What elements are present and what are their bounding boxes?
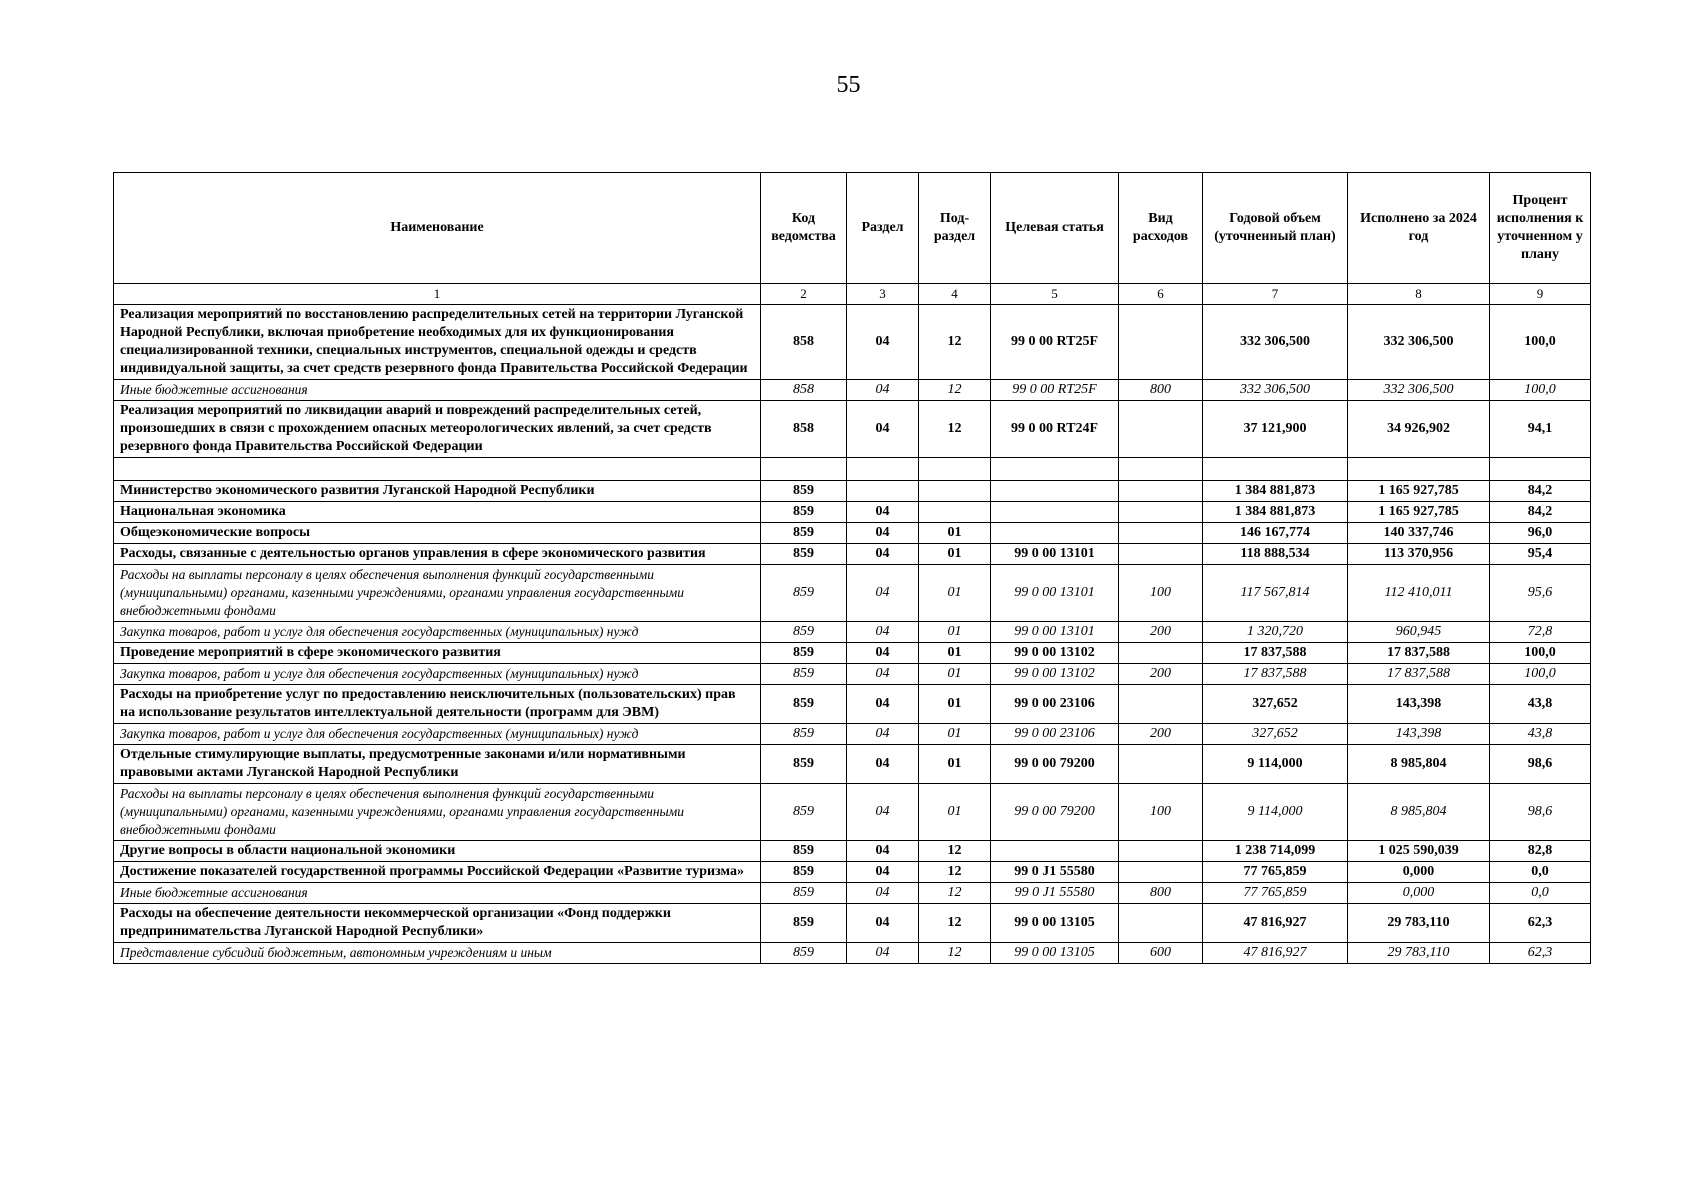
cell-target (991, 841, 1119, 862)
cell-plan: 37 121,900 (1203, 401, 1348, 458)
cell-percent: 84,2 (1490, 502, 1591, 523)
page-number: 55 (836, 72, 861, 98)
column-number: 8 (1348, 284, 1490, 305)
cell-subsection: 01 (919, 745, 991, 784)
cell-section: 04 (847, 622, 919, 643)
cell-subsection: 01 (919, 523, 991, 544)
cell-percent: 0,0 (1490, 883, 1591, 904)
cell-type: 600 (1119, 943, 1203, 964)
column-number: 5 (991, 284, 1119, 305)
cell-percent: 100,0 (1490, 664, 1591, 685)
cell-name: Достижение показателей государственной программы Российской Федерации «Развитие туризма» (114, 862, 761, 883)
header-percent: Процент исполнения к уточненном у плану (1490, 173, 1591, 284)
cell-type (1119, 523, 1203, 544)
cell-plan: 332 306,500 (1203, 380, 1348, 401)
cell-executed (1348, 458, 1490, 481)
cell-executed: 332 306,500 (1348, 305, 1490, 380)
cell-name: Министерство экономического развития Луганской Народной Республики (114, 481, 761, 502)
cell-executed: 0,000 (1348, 862, 1490, 883)
cell-name: Расходы на выплаты персоналу в целях обеспечения выполнения функций государственными (муниципальными) органами, казенными учреждениями, органами управления государственными внебюджетными фондами (114, 565, 761, 622)
cell-section: 04 (847, 523, 919, 544)
cell-percent: 72,8 (1490, 622, 1591, 643)
cell-target: 99 0 00 79200 (991, 745, 1119, 784)
cell-executed: 1 165 927,785 (1348, 502, 1490, 523)
cell-percent: 100,0 (1490, 305, 1591, 380)
cell-name: Расходы на приобретение услуг по предоставлению неисключительных (пользовательских) прав на использование результатов интеллектуальной деятельности (программ для ЭВМ) (114, 685, 761, 724)
cell-executed: 1 025 590,039 (1348, 841, 1490, 862)
header-code: Код ведомства (761, 173, 847, 284)
cell-type (1119, 401, 1203, 458)
cell-subsection: 12 (919, 904, 991, 943)
cell-target: 99 0 00 RT24F (991, 401, 1119, 458)
header-name: Наименование (114, 173, 761, 284)
cell-executed: 143,398 (1348, 724, 1490, 745)
cell-section (847, 458, 919, 481)
cell-plan: 146 167,774 (1203, 523, 1348, 544)
cell-type (1119, 745, 1203, 784)
cell-plan: 327,652 (1203, 685, 1348, 724)
cell-name: Национальная экономика (114, 502, 761, 523)
cell-target: 99 0 00 13101 (991, 544, 1119, 565)
column-number: 4 (919, 284, 991, 305)
table-row (114, 305, 1591, 380)
table-row (114, 523, 1591, 544)
cell-plan (1203, 458, 1348, 481)
cell-name: Закупка товаров, работ и услуг для обеспечения государственных (муниципальных) нужд (114, 622, 761, 643)
cell-name: Иные бюджетные ассигнования (114, 380, 761, 401)
cell-plan: 327,652 (1203, 724, 1348, 745)
cell-executed: 332 306,500 (1348, 380, 1490, 401)
cell-target: 99 0 00 13102 (991, 643, 1119, 664)
cell-name (114, 458, 761, 481)
cell-section: 04 (847, 685, 919, 724)
table-row (114, 481, 1591, 502)
column-number: 2 (761, 284, 847, 305)
cell-subsection: 12 (919, 305, 991, 380)
table-row (114, 904, 1591, 943)
table-row (114, 862, 1591, 883)
cell-section: 04 (847, 643, 919, 664)
cell-subsection: 01 (919, 784, 991, 841)
table-row (114, 401, 1591, 458)
cell-plan: 118 888,534 (1203, 544, 1348, 565)
cell-section (847, 481, 919, 502)
cell-code: 859 (761, 841, 847, 862)
table-row (114, 458, 1591, 481)
cell-type: 100 (1119, 784, 1203, 841)
cell-type (1119, 643, 1203, 664)
table-row (114, 685, 1591, 724)
cell-code: 859 (761, 523, 847, 544)
table-row (114, 380, 1591, 401)
cell-type: 800 (1119, 380, 1203, 401)
cell-type (1119, 862, 1203, 883)
cell-code (761, 458, 847, 481)
table-row (114, 565, 1591, 622)
cell-section: 04 (847, 784, 919, 841)
header-executed: Исполнено за 2024 год (1348, 173, 1490, 284)
cell-percent: 43,8 (1490, 685, 1591, 724)
cell-executed: 34 926,902 (1348, 401, 1490, 458)
cell-percent: 98,6 (1490, 784, 1591, 841)
cell-percent: 100,0 (1490, 643, 1591, 664)
cell-section: 04 (847, 745, 919, 784)
cell-type (1119, 305, 1203, 380)
cell-target (991, 458, 1119, 481)
header-target: Целевая статья (991, 173, 1119, 284)
cell-percent (1490, 458, 1591, 481)
cell-target: 99 0 00 13101 (991, 622, 1119, 643)
cell-executed: 960,945 (1348, 622, 1490, 643)
cell-code: 859 (761, 784, 847, 841)
cell-name: Расходы на выплаты персоналу в целях обеспечения выполнения функций государственными (муниципальными) органами, казенными учреждениями, органами управления государственными внебюджетными фондами (114, 784, 761, 841)
header-type: Вид расходов (1119, 173, 1203, 284)
cell-code: 859 (761, 544, 847, 565)
cell-percent: 0,0 (1490, 862, 1591, 883)
cell-section: 04 (847, 943, 919, 964)
cell-plan: 9 114,000 (1203, 784, 1348, 841)
column-number: 7 (1203, 284, 1348, 305)
cell-name: Другие вопросы в области национальной экономики (114, 841, 761, 862)
cell-type (1119, 458, 1203, 481)
cell-name: Реализация мероприятий по ликвидации аварий и повреждений распределительных сетей, произошедших в связи с прохождением опасных метеорологических явлений, за счет средств резервного фонда Правительства Российской Федерации (114, 401, 761, 458)
table-row (114, 883, 1591, 904)
cell-subsection: 01 (919, 643, 991, 664)
cell-section: 04 (847, 544, 919, 565)
cell-section: 04 (847, 862, 919, 883)
cell-code: 859 (761, 943, 847, 964)
column-number: 6 (1119, 284, 1203, 305)
cell-type: 800 (1119, 883, 1203, 904)
cell-executed: 112 410,011 (1348, 565, 1490, 622)
cell-executed: 17 837,588 (1348, 664, 1490, 685)
cell-target (991, 502, 1119, 523)
table-row (114, 943, 1591, 964)
cell-target: 99 0 00 RT25F (991, 380, 1119, 401)
cell-code: 859 (761, 745, 847, 784)
header-plan: Годовой объем (уточненный план) (1203, 173, 1348, 284)
cell-target (991, 523, 1119, 544)
cell-type (1119, 685, 1203, 724)
cell-name: Общеэкономические вопросы (114, 523, 761, 544)
cell-executed: 8 985,804 (1348, 784, 1490, 841)
cell-plan: 17 837,588 (1203, 643, 1348, 664)
cell-percent: 62,3 (1490, 943, 1591, 964)
cell-code: 858 (761, 401, 847, 458)
cell-target (991, 481, 1119, 502)
cell-name: Проведение мероприятий в сфере экономического развития (114, 643, 761, 664)
cell-executed: 140 337,746 (1348, 523, 1490, 544)
column-numbers-row (114, 284, 1591, 305)
cell-type: 200 (1119, 622, 1203, 643)
cell-target: 99 0 00 23106 (991, 724, 1119, 745)
table-row (114, 664, 1591, 685)
cell-plan: 1 238 714,099 (1203, 841, 1348, 862)
cell-type (1119, 841, 1203, 862)
cell-code: 859 (761, 685, 847, 724)
table-row (114, 724, 1591, 745)
cell-subsection (919, 458, 991, 481)
cell-subsection: 01 (919, 685, 991, 724)
cell-percent: 43,8 (1490, 724, 1591, 745)
cell-plan: 17 837,588 (1203, 664, 1348, 685)
cell-subsection: 01 (919, 544, 991, 565)
cell-code: 859 (761, 724, 847, 745)
cell-name: Иные бюджетные ассигнования (114, 883, 761, 904)
cell-section: 04 (847, 904, 919, 943)
header-row (114, 173, 1591, 284)
cell-type (1119, 481, 1203, 502)
cell-subsection (919, 502, 991, 523)
cell-percent: 82,8 (1490, 841, 1591, 862)
cell-section: 04 (847, 565, 919, 622)
cell-target: 99 0 00 79200 (991, 784, 1119, 841)
cell-subsection: 12 (919, 943, 991, 964)
cell-name: Представление субсидий бюджетным, автономным учреждениям и иным (114, 943, 761, 964)
cell-name: Отдельные стимулирующие выплаты, предусмотренные законами и/или нормативными правовыми актами Луганской Народной Республики (114, 745, 761, 784)
cell-code: 859 (761, 643, 847, 664)
header-subsection: Под- раздел (919, 173, 991, 284)
cell-target: 99 0 00 23106 (991, 685, 1119, 724)
cell-type: 100 (1119, 565, 1203, 622)
cell-code: 859 (761, 565, 847, 622)
cell-name: Расходы на обеспечение деятельности некоммерческой организации «Фонд поддержки предпринимательства Луганской Народной Республики» (114, 904, 761, 943)
cell-section: 04 (847, 841, 919, 862)
cell-percent: 95,6 (1490, 565, 1591, 622)
cell-plan: 47 816,927 (1203, 904, 1348, 943)
cell-plan: 9 114,000 (1203, 745, 1348, 784)
cell-executed: 17 837,588 (1348, 643, 1490, 664)
cell-executed: 8 985,804 (1348, 745, 1490, 784)
cell-code: 859 (761, 862, 847, 883)
cell-code: 859 (761, 664, 847, 685)
column-number: 9 (1490, 284, 1591, 305)
cell-subsection: 12 (919, 380, 991, 401)
table-row (114, 643, 1591, 664)
table-row (114, 622, 1591, 643)
cell-target: 99 0 00 13105 (991, 943, 1119, 964)
cell-executed: 1 165 927,785 (1348, 481, 1490, 502)
table-row (114, 502, 1591, 523)
cell-code: 859 (761, 904, 847, 943)
cell-target: 99 0 J1 55580 (991, 883, 1119, 904)
cell-type: 200 (1119, 664, 1203, 685)
cell-percent: 98,6 (1490, 745, 1591, 784)
cell-target: 99 0 J1 55580 (991, 862, 1119, 883)
cell-executed: 29 783,110 (1348, 904, 1490, 943)
table-row (114, 544, 1591, 565)
cell-target: 99 0 00 13102 (991, 664, 1119, 685)
cell-section: 04 (847, 502, 919, 523)
cell-plan: 1 384 881,873 (1203, 502, 1348, 523)
cell-executed: 0,000 (1348, 883, 1490, 904)
budget-table (113, 172, 1591, 964)
cell-subsection (919, 481, 991, 502)
column-number: 1 (114, 284, 761, 305)
cell-executed: 113 370,956 (1348, 544, 1490, 565)
cell-target: 99 0 00 13105 (991, 904, 1119, 943)
cell-plan: 117 567,814 (1203, 565, 1348, 622)
cell-plan: 77 765,859 (1203, 883, 1348, 904)
cell-subsection: 12 (919, 401, 991, 458)
cell-percent: 100,0 (1490, 380, 1591, 401)
table-row (114, 745, 1591, 784)
cell-percent: 84,2 (1490, 481, 1591, 502)
cell-code: 859 (761, 502, 847, 523)
cell-subsection: 12 (919, 862, 991, 883)
cell-name: Расходы, связанные с деятельностью органов управления в сфере экономического развития (114, 544, 761, 565)
cell-subsection: 01 (919, 565, 991, 622)
cell-section: 04 (847, 664, 919, 685)
cell-subsection: 12 (919, 883, 991, 904)
cell-subsection: 01 (919, 622, 991, 643)
cell-section: 04 (847, 883, 919, 904)
cell-name: Реализация мероприятий по восстановлению распределительных сетей на территории Луганской Народной Республики, включая приобретение необходимых для их функционирования специализированной техники, специальных инструментов, специальной одежды и средств индивидуальной защиты, за счет средств резервного фонда Правительства Российской Федерации (114, 305, 761, 380)
cell-section: 04 (847, 380, 919, 401)
cell-subsection: 01 (919, 664, 991, 685)
cell-percent: 62,3 (1490, 904, 1591, 943)
cell-percent: 96,0 (1490, 523, 1591, 544)
column-number: 3 (847, 284, 919, 305)
cell-plan: 77 765,859 (1203, 862, 1348, 883)
table-row (114, 784, 1591, 841)
cell-target: 99 0 00 RT25F (991, 305, 1119, 380)
cell-subsection: 01 (919, 724, 991, 745)
table-row (114, 841, 1591, 862)
cell-type (1119, 904, 1203, 943)
cell-plan: 332 306,500 (1203, 305, 1348, 380)
cell-section: 04 (847, 401, 919, 458)
cell-subsection: 12 (919, 841, 991, 862)
cell-code: 859 (761, 883, 847, 904)
cell-type: 200 (1119, 724, 1203, 745)
cell-code: 858 (761, 380, 847, 401)
header-section: Раздел (847, 173, 919, 284)
cell-target: 99 0 00 13101 (991, 565, 1119, 622)
cell-name: Закупка товаров, работ и услуг для обеспечения государственных (муниципальных) нужд (114, 664, 761, 685)
cell-plan: 1 320,720 (1203, 622, 1348, 643)
cell-code: 859 (761, 481, 847, 502)
cell-section: 04 (847, 724, 919, 745)
cell-type (1119, 502, 1203, 523)
cell-section: 04 (847, 305, 919, 380)
cell-name: Закупка товаров, работ и услуг для обеспечения государственных (муниципальных) нужд (114, 724, 761, 745)
cell-plan: 1 384 881,873 (1203, 481, 1348, 502)
cell-percent: 95,4 (1490, 544, 1591, 565)
cell-code: 858 (761, 305, 847, 380)
cell-executed: 29 783,110 (1348, 943, 1490, 964)
cell-percent: 94,1 (1490, 401, 1591, 458)
cell-plan: 47 816,927 (1203, 943, 1348, 964)
cell-type (1119, 544, 1203, 565)
cell-executed: 143,398 (1348, 685, 1490, 724)
cell-code: 859 (761, 622, 847, 643)
